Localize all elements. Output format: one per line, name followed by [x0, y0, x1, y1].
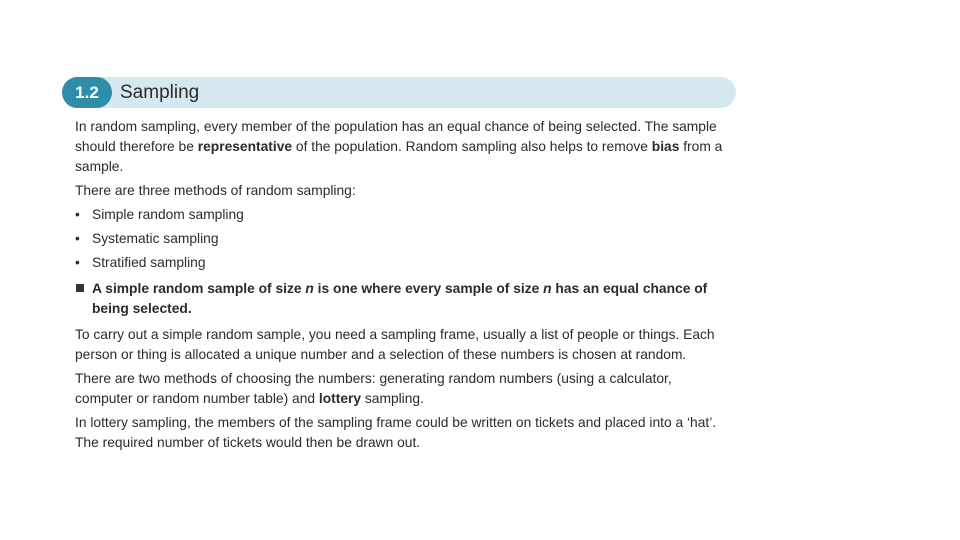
section-number-badge: 1.2: [62, 77, 112, 108]
intro-text-1: In random sampling, every member of the population has an equal chance of being selected. The sample should therefore be: [75, 119, 717, 154]
section-header: [62, 77, 736, 108]
section-title: Sampling: [120, 82, 200, 103]
choosing-numbers-paragraph: [75, 369, 725, 409]
key-point-text-1: A simple random sample of size: [92, 281, 306, 296]
methods-intro: There are three methods of random sampling:: [75, 183, 356, 198]
bullet-icon: •: [75, 255, 80, 270]
bullet-icon: •: [75, 207, 80, 222]
choosing-text-2: sampling.: [361, 391, 424, 406]
list-item-label: Stratified sampling: [92, 255, 206, 270]
square-bullet-icon: [76, 284, 84, 292]
methods-list: [75, 203, 725, 275]
choosing-text-1: There are two methods of choosing the numbers: generating random numbers (using a calculator, computer or random number table) and: [75, 371, 672, 406]
bullet-icon: •: [75, 231, 80, 246]
lottery-paragraph: In lottery sampling, the members of the sampling frame could be written on tickets and placed into a ‘hat’. The required number of tickets would then be drawn out.: [75, 415, 717, 450]
list-item: [75, 227, 725, 251]
term-bias: bias: [651, 139, 680, 154]
list-item: [75, 251, 725, 275]
list-item-label: Systematic sampling: [92, 231, 219, 246]
variable-n: n: [543, 281, 552, 296]
list-item-label: Simple random sampling: [92, 207, 244, 222]
section-content: [75, 117, 725, 455]
intro-text-2: of the population. Random sampling also helps to remove: [292, 139, 652, 154]
intro-paragraph: [75, 117, 725, 177]
key-point: [75, 279, 725, 319]
key-point-text-2: is one where every sample of size: [313, 281, 544, 296]
intro-text-3: from a sample.: [75, 139, 723, 174]
term-lottery: lottery: [318, 391, 362, 406]
sampling-frame-paragraph: To carry out a simple random sample, you need a sampling frame, usually a list of people or things. Each person or thing is allocated a unique number and a selection of these numbers is chosen at random.: [75, 327, 715, 362]
list-item: [75, 203, 725, 227]
key-point-text-3: has an equal chance of being selected.: [92, 281, 708, 316]
term-representative: representative: [197, 139, 293, 154]
variable-n: n: [305, 281, 314, 296]
